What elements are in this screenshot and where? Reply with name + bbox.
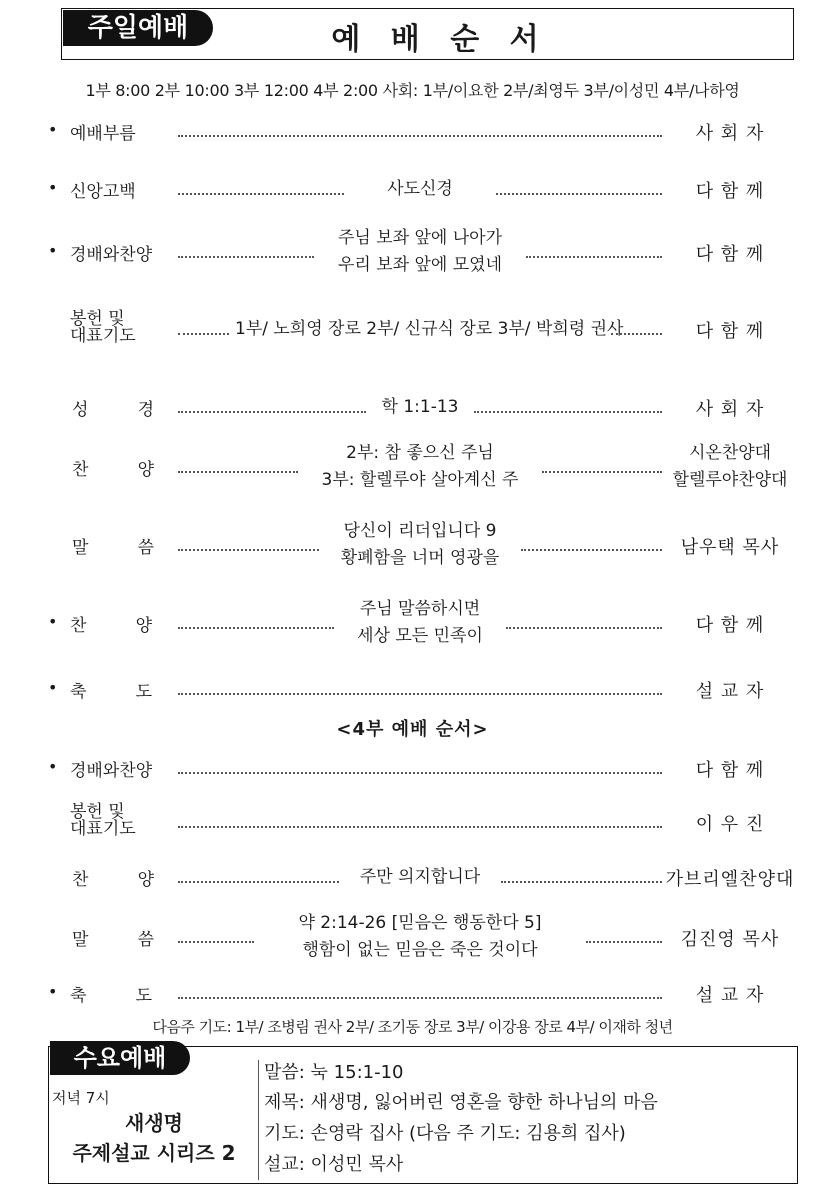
leader-dots (501, 881, 662, 883)
service-times: 1부 8:00 2부 10:00 3부 12:00 4부 2:00 사회: 1부/이요한 2부/최영두 3부/이성민 4부/나하영 (85, 81, 740, 100)
item-leader: 시온찬양대 할렐루야찬양대 (672, 443, 788, 490)
item-content: 주님 말씀하시면 세상 모든 민족이 (357, 599, 483, 646)
leader-dots (474, 411, 662, 413)
item-content: 2부: 참 좋으신 주님 3부: 할렐루야 살아계신 주 (321, 443, 519, 490)
leader-dots (178, 997, 662, 999)
item-leader: 다 함 께 (695, 760, 765, 781)
leader-dots (178, 549, 319, 551)
wednesday-time: 저녁 7시 (52, 1089, 110, 1107)
wednesday-divider (258, 1060, 259, 1180)
item-label: 예배부름 (70, 124, 136, 144)
item-content: 주님 보좌 앞에 나아가 우리 보좌 앞에 모였네 (337, 228, 502, 275)
wednesday-series (50, 1108, 258, 1168)
leader-dots (178, 333, 229, 335)
item-content: 주만 의지합니다 (359, 866, 481, 887)
fourth-service-title: <4부 예배 순서> (336, 719, 489, 740)
wednesday-scripture: 말씀: 눅 15:1-10 (264, 1062, 404, 1083)
item-leader: 다 함 께 (695, 615, 765, 636)
item-label: 말 씀 (72, 538, 154, 558)
leader-dots (178, 411, 366, 413)
wednesday-prayer: 기도: 손영락 집사 (다음 주 기도: 김용희 집사) (264, 1123, 626, 1144)
wednesday-worship-badge: 수요예배 (50, 1041, 190, 1075)
item-leader: 다 함 께 (695, 321, 765, 342)
bullet-icon: • (48, 678, 58, 697)
leader-dots (496, 193, 662, 195)
item-label: 축 도 (70, 682, 152, 702)
item-content: 학 1:1-13 (381, 396, 459, 417)
page-title: 예 배 순 서 (331, 22, 549, 57)
item-content: 사도신경 (387, 178, 453, 199)
bullet-icon: • (48, 178, 58, 197)
leader-dots (178, 256, 314, 258)
leader-dots (526, 256, 662, 258)
item-leader: 남우택 목사 (680, 537, 780, 558)
item-leader: 사 회 자 (695, 123, 765, 144)
item-label: 봉헌 및 대표기도 (70, 802, 136, 839)
item-label: 찬 양 (70, 616, 152, 636)
leader-dots (506, 627, 662, 629)
bullet-icon: • (48, 757, 58, 776)
bullet-icon: • (48, 241, 58, 260)
item-leader: 다 함 께 (695, 181, 765, 202)
leader-dots (178, 941, 254, 943)
leader-dots (178, 471, 298, 473)
leader-dots (178, 193, 344, 195)
next-week-prayer: 다음주 기도: 1부/ 조병림 권사 2부/ 조기동 장로 3부/ 이강용 장로 4부/ 이재하 청년 (152, 1018, 673, 1036)
item-content: 약 2:14-26 [믿음은 행동한다 5] 행함이 없는 믿음은 죽은 것이다 (298, 913, 542, 960)
item-label: 말 씀 (72, 930, 154, 950)
item-leader: 가브리엘찬양대 (665, 869, 795, 890)
bullet-icon: • (48, 612, 58, 631)
leader-dots (586, 941, 662, 943)
leader-dots (542, 471, 662, 473)
item-label: 경배와찬양 (70, 245, 153, 265)
series-name: 새생명 (125, 1111, 183, 1135)
item-leader: 김진영 목사 (680, 929, 780, 950)
leader-dots (521, 549, 662, 551)
item-leader: 사 회 자 (695, 399, 765, 420)
series-subtitle: 주제설교 시리즈 2 (72, 1141, 236, 1165)
leader-dots (611, 333, 662, 335)
item-label: 찬 양 (72, 870, 154, 890)
leader-dots (178, 826, 662, 828)
bullet-icon: • (48, 120, 58, 139)
leader-dots (178, 135, 662, 137)
wednesday-topic: 제목: 새생명, 잃어버린 영혼을 향한 하나님의 마음 (264, 1092, 658, 1113)
leader-dots (178, 627, 334, 629)
leader-dots (178, 693, 662, 695)
item-label: 신앙고백 (70, 182, 136, 202)
item-label: 경배와찬양 (70, 761, 153, 781)
item-label: 봉헌 및 대표기도 (70, 309, 136, 346)
item-content: 1부/ 노희영 장로 2부/ 신규식 장로 3부/ 박희령 권사 (235, 318, 624, 339)
leader-dots (178, 881, 339, 883)
wednesday-preacher: 설교: 이성민 목사 (264, 1154, 404, 1175)
sunday-worship-badge: 주일예배 (63, 10, 213, 46)
leader-dots (178, 772, 662, 774)
item-content: 당신이 리더입니다 9 황폐함을 너머 영광을 (340, 521, 500, 568)
item-leader: 설 교 자 (695, 985, 765, 1006)
item-leader: 이 우 진 (695, 814, 765, 835)
item-label: 축 도 (70, 986, 152, 1006)
item-label: 성 경 (72, 400, 154, 420)
bullet-icon: • (48, 982, 58, 1001)
item-leader: 다 함 께 (695, 244, 765, 265)
item-label: 찬 양 (72, 460, 154, 480)
item-leader: 설 교 자 (695, 681, 765, 702)
